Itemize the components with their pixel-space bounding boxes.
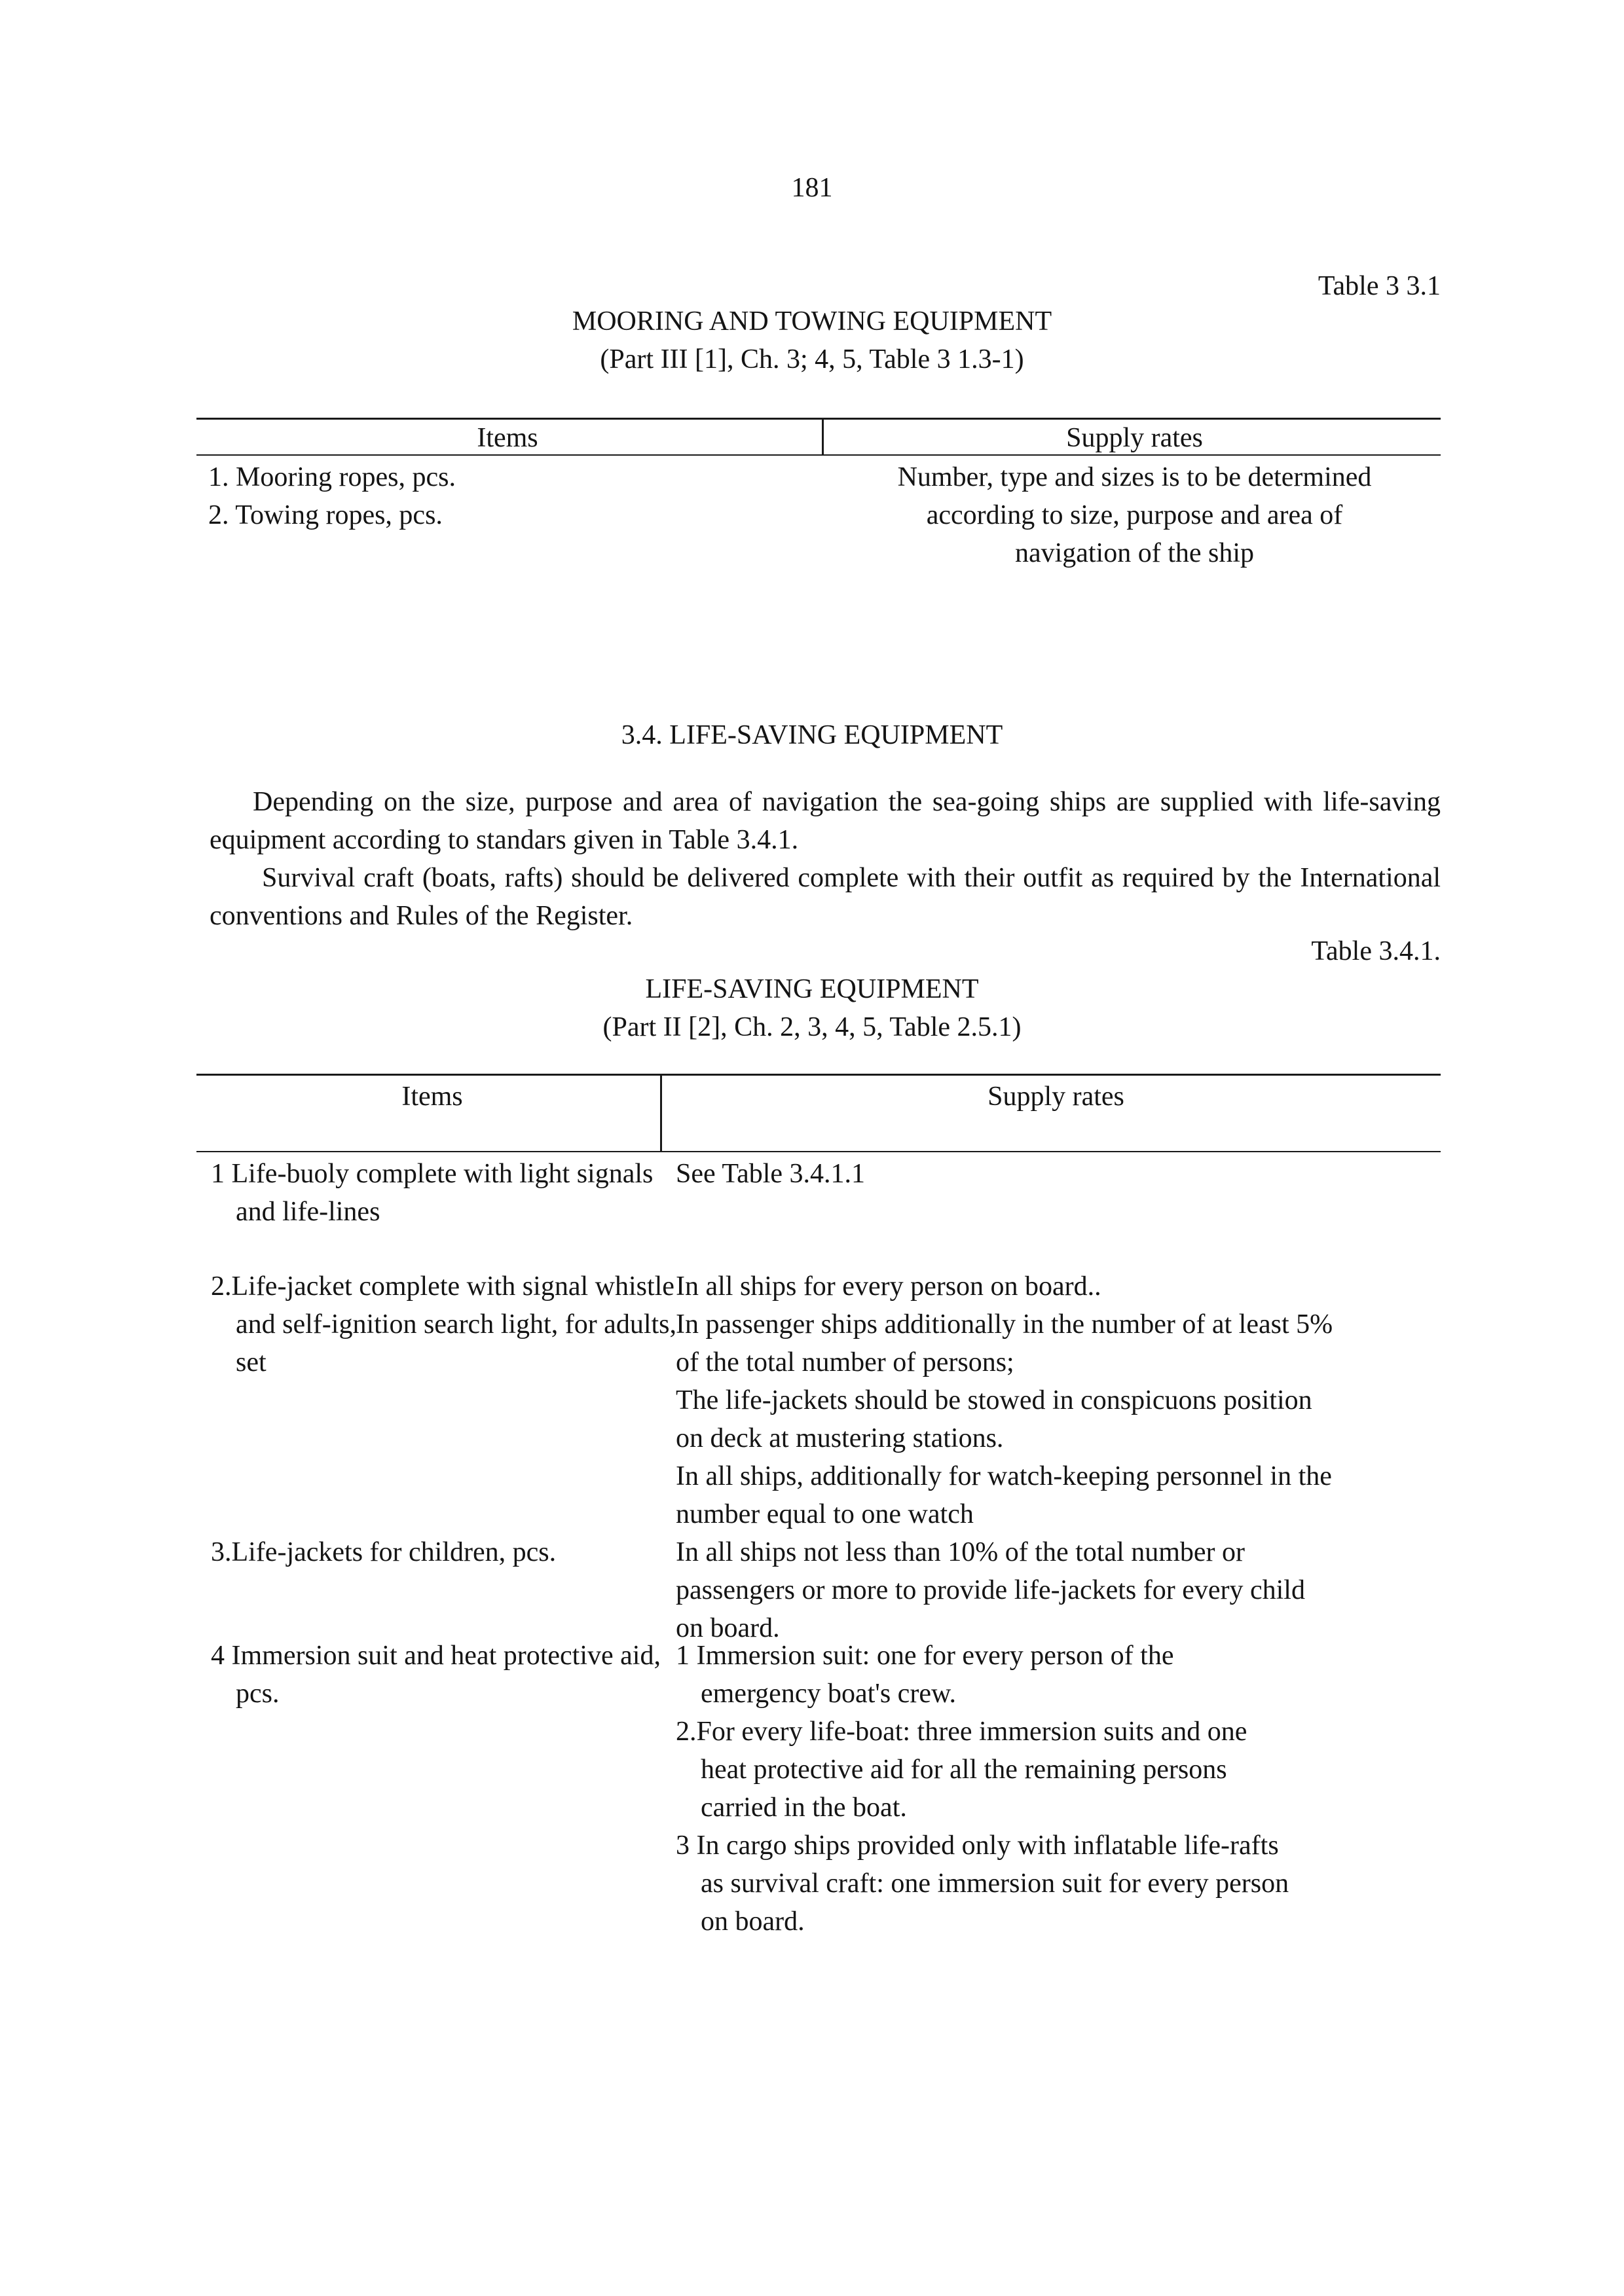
table2-item: 2.Life-jacket complete with signal whistle and self-ignition search light, for adults, set <box>211 1271 677 1377</box>
table2-rate-line: on board. <box>676 1613 780 1643</box>
table1-reference: (Part III [1], Ch. 3; 4, 5, Table 3 1.3-1) <box>600 344 1024 374</box>
table1-rate-line: navigation of the ship <box>1014 538 1255 568</box>
table1-title: MOORING AND TOWING EQUIPMENT <box>572 306 1052 337</box>
table2-rate-line: number equal to one watch <box>676 1499 974 1529</box>
table1-header-items: Items <box>477 423 538 453</box>
table2-rate-line: as survival craft: one immersion suit for every person <box>701 1868 1289 1899</box>
table2-rate-line: on board. <box>701 1906 805 1937</box>
table2-supply-rate <box>676 1637 1441 1941</box>
table2-title: LIFE-SAVING EQUIPMENT <box>645 974 979 1004</box>
table2-header-rule <box>196 1151 1441 1152</box>
table2-rate-line: on deck at mustering stations. <box>676 1423 1004 1453</box>
table2-supply-rate <box>676 1267 1441 1533</box>
table1-item: 2. Towing ropes, pcs. <box>208 500 443 530</box>
table2-rate-line: In all ships not less than 10% of the total number or <box>676 1537 1246 1567</box>
table1-rate-line: Number, type and sizes is to be determined <box>897 462 1372 492</box>
table2-rate-line: passengers or more to provide life-jackets for every child <box>676 1575 1305 1605</box>
table2-rate-line: emergency boat's crew. <box>701 1679 957 1709</box>
table2-rate-line: See Table 3.4.1.1 <box>676 1159 866 1189</box>
table2-item: 3.Life-jackets for children, pcs. <box>211 1537 557 1567</box>
table2-label: Table 3.4.1. <box>1311 936 1441 966</box>
paragraph: Depending on the size, purpose and area of navigation the sea-going ships are supplied with life-saving equipment according to standars given in Table 3.4.1. <box>210 787 1441 855</box>
table1-label: Table 3 3.1 <box>1318 271 1441 301</box>
table2-supply-rate <box>676 1533 1441 1647</box>
table1-rate-line: according to size, purpose and area of <box>926 500 1343 530</box>
table2-rate-line: carried in the boat. <box>701 1793 907 1823</box>
page-number: 181 <box>791 173 833 203</box>
table2-rate-line: heat protective aid for all the remaining persons <box>701 1755 1227 1785</box>
table2-rate-line: In passenger ships additionally in the number of at least 5% <box>676 1309 1333 1339</box>
table2-rate-line: of the total number of persons; <box>676 1347 1014 1377</box>
table2-rate-line: In all ships, additionally for watch-keeping personnel in the <box>676 1461 1332 1491</box>
paragraph: Survival craft (boats, rafts) should be delivered complete with their outfit as required by the International conventions and Rules of the Register. <box>210 863 1441 931</box>
table2-rate-line: 1 Immersion suit: one for every person of the <box>676 1641 1174 1671</box>
table2-rate-line: The life-jackets should be stowed in conspicuons position <box>676 1385 1312 1415</box>
table1-supply-rates <box>828 458 1441 572</box>
table2-rate-line: In all ships for every person on board.. <box>676 1271 1101 1302</box>
table1-item: 1. Mooring ropes, pcs. <box>208 462 456 492</box>
table2-rate-line: 2.For every life-boat: three immersion suits and one <box>676 1717 1247 1747</box>
table1-header-supply-rates: Supply rates <box>1066 423 1203 453</box>
table2-reference: (Part II [2], Ch. 2, 3, 4, 5, Table 2.5.1) <box>602 1012 1022 1042</box>
table2-header-supply-rates: Supply rates <box>987 1082 1124 1112</box>
table2-item: 1 Life-buoly complete with light signals and life-lines <box>211 1159 654 1227</box>
table2-supply-rate <box>676 1155 1441 1193</box>
table2-item: 4 Immersion suit and heat protective aid, pcs. <box>211 1641 661 1709</box>
table2-rate-line: 3 In cargo ships provided only with inflatable life-rafts <box>676 1831 1279 1861</box>
section-heading: 3.4. LIFE-SAVING EQUIPMENT <box>621 720 1003 750</box>
table2-top-rule <box>196 1074 1441 1076</box>
table1-header-divider <box>822 418 824 456</box>
table2-header-items: Items <box>401 1082 463 1112</box>
